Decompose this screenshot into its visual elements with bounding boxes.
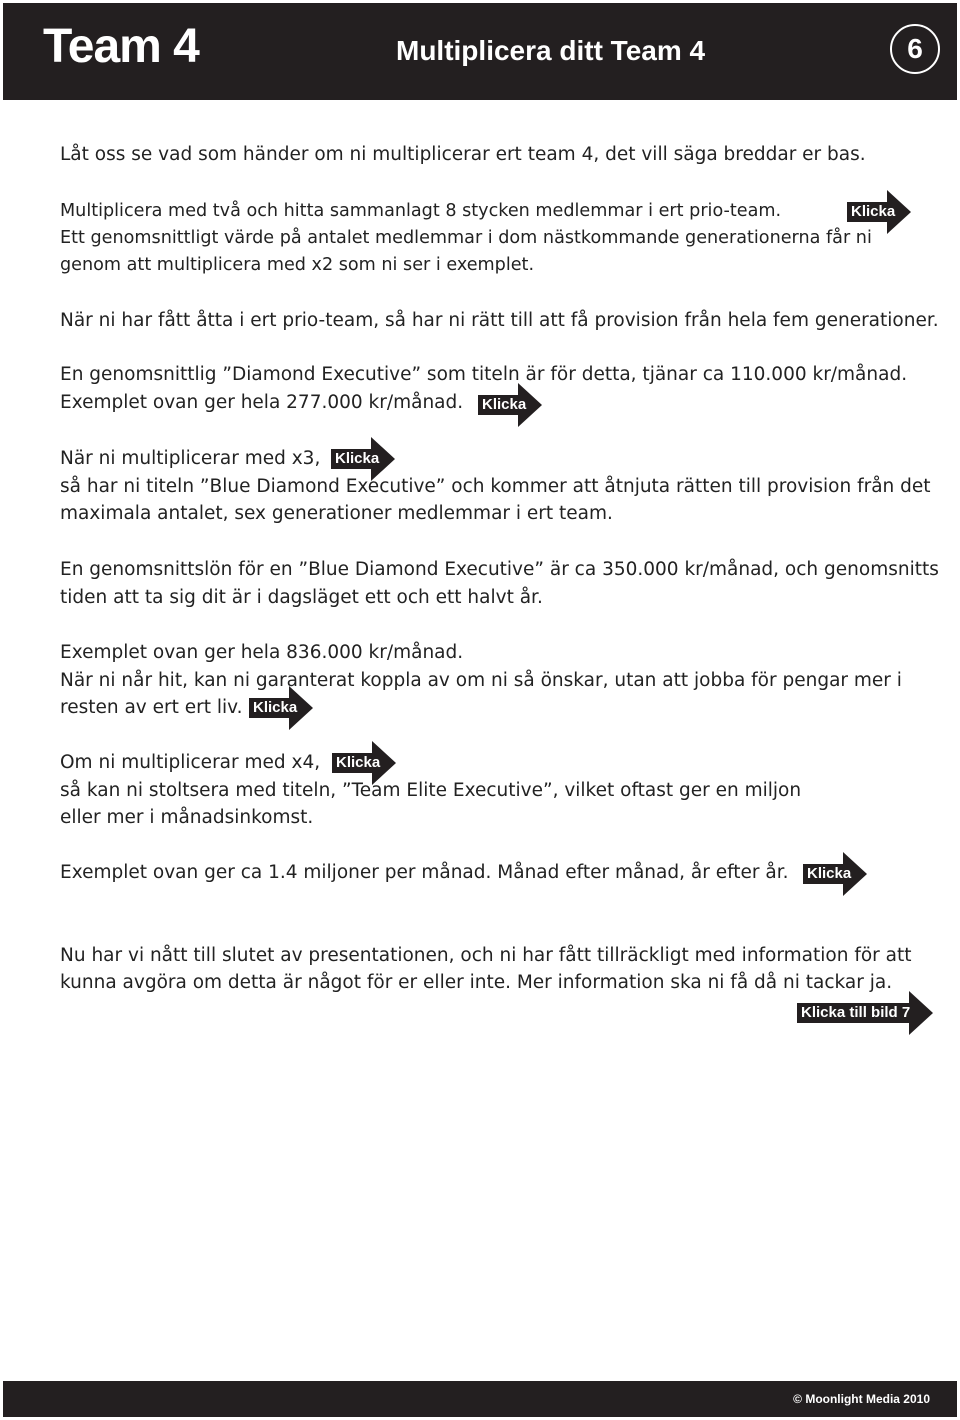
klicka-button-label: Klicka [807, 865, 852, 882]
klicka-button[interactable] [331, 437, 395, 481]
klicka-button[interactable] [847, 190, 911, 234]
text-line: Om ni multiplicerar med x4, [60, 752, 321, 773]
klicka-button-label: Klicka [336, 754, 381, 771]
text-line: eller mer i månadsinkomst. [60, 807, 314, 828]
text-line: tiden att ta sig dit är i dagsläget ett och ett halvt år. [60, 587, 543, 608]
text-line: Exemplet ovan ger ca 1.4 miljoner per månad. Månad efter månad, år efter år. [60, 862, 789, 883]
klicka-button[interactable] [249, 686, 313, 730]
text-line: När ni multiplicerar med x3, [60, 448, 321, 469]
text-line: Låt oss se vad som händer om ni multiplicerar ert team 4, det vill säga breddar er bas. [60, 144, 866, 165]
klicka-button-label: Klicka [482, 396, 527, 413]
klicka-button[interactable] [478, 383, 542, 427]
text-line: En genomsnittlig ”Diamond Executive” som titeln är för detta, tjänar ca 110.000 kr/månad. [60, 364, 908, 385]
klicka-button[interactable] [332, 741, 396, 785]
text-line: maximala antalet, sex generationer medlemmar i ert team. [60, 503, 613, 524]
page-title: Multiplicera ditt Team 4 [396, 35, 706, 66]
text-line: resten av ert ert liv. [60, 697, 243, 718]
klicka-button-label: Klicka [335, 450, 380, 467]
text-line: Exemplet ovan ger hela 836.000 kr/månad. [60, 642, 464, 663]
text-line: Exemplet ovan ger hela 277.000 kr/månad. [60, 392, 464, 413]
text-line: kunna avgöra om detta är något för er eller inte. Mer information ska ni få då ni tackar ja. [60, 972, 893, 993]
text-line: så har ni titeln ”Blue Diamond Executive” och kommer att åtnjuta rätten till provision från det [60, 476, 931, 497]
klicka-button[interactable] [803, 852, 867, 896]
text-line: Multiplicera med två och hitta sammanlagt 8 stycken medlemmar i ert prio-team. [60, 201, 782, 221]
text-line: När ni har fått åtta i ert prio-team, så har ni rätt till att få provision från hela fem generationer. [60, 310, 939, 331]
klicka-button-label: Klicka [253, 699, 298, 716]
text-line: Nu har vi nått till slutet av presentationen, och ni har fått tillräckligt med information för att [60, 945, 912, 966]
next-slide-button-label: Klicka till bild 7 [801, 1004, 911, 1021]
page-footer [3, 1381, 957, 1417]
text-line: genom att multiplicera med x2 som ni ser i exemplet. [60, 255, 535, 275]
text-line: En genomsnittslön för en ”Blue Diamond Executive” är ca 350.000 kr/månad, och genomsnitts [60, 559, 939, 580]
brand-title: Team 4 [43, 20, 199, 73]
text-line: så kan ni stoltsera med titeln, ”Team Elite Executive”, vilket oftast ger en miljon [60, 780, 802, 801]
text-line: När ni når hit, kan ni garanterat koppla av om ni så önskar, utan att jobba för pengar mer i [60, 670, 902, 691]
copyright-text: © Moonlight Media 2010 [793, 1392, 930, 1406]
klicka-button-label: Klicka [851, 203, 896, 220]
page-number-badge: 6 [890, 24, 940, 74]
next-slide-button[interactable] [797, 991, 933, 1035]
text-line: Ett genomsnittligt värde på antalet medlemmar i dom nästkommande generationerna får ni [60, 228, 872, 248]
